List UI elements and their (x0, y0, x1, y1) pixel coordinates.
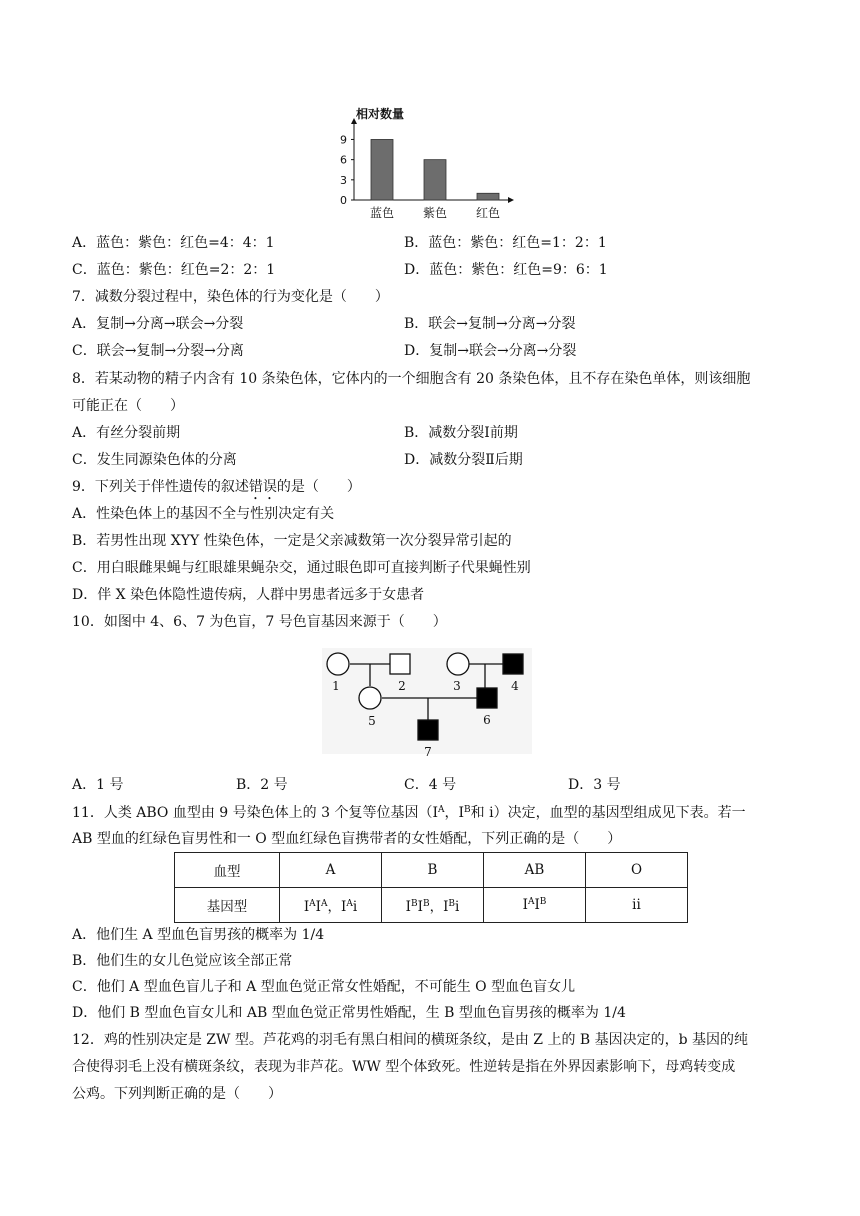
q8-stem-line1: 8．若某动物的精子内含有 10 条染色体，它体内的一个细胞含有 20 条染色体，且不存在染色单体，则该细胞 (72, 371, 751, 387)
q7-option-c: C．联会→复制→分裂→分离 (72, 343, 244, 359)
bar-chart (330, 104, 530, 224)
q11-stem-mid: ，I (444, 805, 465, 821)
chart-title: 相对数量 (356, 107, 405, 121)
q11-option-a: A．他们生 A 型血色盲男孩的概率为 1/4 (72, 927, 325, 943)
bar-紫色 (424, 160, 446, 200)
q11-stem-pre: 11．人类 ABO 血型由 9 号染色体上的 3 个复等位基因（I (72, 805, 438, 821)
table-cell-genotype-ab: $I^AI^B$ (484, 888, 586, 923)
table-cell: B (382, 853, 484, 888)
pedigree-label-4: 4 (511, 679, 519, 693)
q10-option-b: B．2 号 (236, 777, 288, 793)
q9-option-c: C．用白眼雌果蝇与红眼雄果蝇杂交，通过眼色即可直接判断子代果蝇性别 (72, 560, 531, 576)
q9-stem-pre: 9．下列关于伴性遗传的叙述 (72, 479, 249, 495)
q11-stem-post: 和 i）决定，血型的基因型组成见下表。若一 (470, 805, 746, 821)
table-cell-genotype-b: $I^BI^B$，$I^Bi$ (382, 888, 484, 923)
y-tick-label: 6 (340, 153, 347, 167)
q8-option-b: B．减数分裂Ⅰ前期 (404, 425, 518, 441)
individual-4-male-affected (503, 654, 523, 674)
y-tick-label: 0 (340, 194, 347, 207)
q8-option-c: C．发生同源染色体的分离 (72, 452, 237, 468)
q6-option-c: C．蓝色：紫色：红色=2：2：1 (72, 262, 276, 278)
x-axis-arrow (508, 197, 514, 203)
q10-option-c: C．4 号 (404, 777, 457, 793)
individual-5-female (359, 687, 381, 709)
q8-option-d: D．减数分裂Ⅱ后期 (404, 452, 523, 468)
q12-line3: 公鸡。下列判断正确的是（ ） (72, 1086, 282, 1102)
q6-option-a: A．蓝色：紫色：红色=4：4：1 (72, 235, 275, 251)
q9-option-b: B．若男性出现 XYY 性染色体，一定是父亲减数第一次分裂异常引起的 (72, 533, 512, 549)
q7-option-d: D．复制→联会→分离→分裂 (404, 343, 577, 359)
q10-stem: 10．如图中 4、6、7 为色盲，7 号色盲基因来源于（ ） (72, 614, 447, 630)
q9-stem (72, 478, 361, 503)
q7-option-b: B．联会→复制→分离→分裂 (404, 316, 576, 332)
q8-option-a: A．有丝分裂前期 (72, 425, 181, 441)
table-cell: 基因型 (175, 888, 280, 923)
table-row (175, 853, 688, 888)
q6-option-b: B．蓝色：紫色：红色=1：2：1 (404, 235, 607, 251)
x-tick-label: 红色 (475, 206, 501, 220)
q7-stem: 7．减数分裂过程中，染色体的行为变化是（ ） (72, 289, 389, 305)
table-row (175, 888, 688, 923)
pedigree-label-6: 6 (483, 713, 491, 727)
pedigree-label-5: 5 (368, 714, 376, 728)
q11-option-d: D．他们 B 型血色盲女儿和 AB 型血色觉正常男性婚配，生 B 型血色盲男孩的概率为 1/4 (72, 1005, 626, 1021)
q6-option-d: D．蓝色：紫色：红色=9：6：1 (404, 262, 608, 278)
q9-option-a: A．性染色体上的基因不全与性别决定有关 (72, 506, 335, 522)
table-cell-genotype-o: ii (586, 888, 688, 923)
sup-b: B (464, 805, 471, 815)
q12-line1: 12．鸡的性别决定是 ZW 型。芦花鸡的羽毛有黑白相间的横斑条纹，是由 Z 上的 B 基因决定的，b 基因的纯 (72, 1032, 749, 1048)
q10-option-d: D．3 号 (568, 777, 621, 793)
pedigree-diagram (322, 648, 532, 760)
q11-option-b: B．他们生的女儿色觉应该全部正常 (72, 953, 293, 969)
q10-option-a: A．1 号 (72, 777, 124, 793)
table-cell-genotype-a: $I^AI^A$，$I^Ai$ (280, 888, 382, 923)
q12-line2: 合使得羽毛上没有横斑条纹，表现为非芦花。WW 型个体致死。性逆转是指在外界因素影响下，母鸡转变成 (72, 1059, 736, 1075)
q9-stem-emphasis: 错误 (248, 479, 277, 495)
individual-2-male (390, 654, 410, 674)
bar-蓝色 (371, 139, 393, 200)
x-tick-label: 紫色 (422, 206, 448, 220)
bar-红色 (477, 193, 499, 200)
pedigree-label-1: 1 (332, 679, 340, 693)
y-tick-label: 9 (340, 133, 347, 147)
pedigree-label-2: 2 (398, 679, 406, 693)
table-cell: A (280, 853, 382, 888)
table-cell: 血型 (175, 853, 280, 888)
pedigree-label-3: 3 (453, 679, 461, 693)
individual-6-male-affected (477, 688, 497, 708)
blood-type-table (174, 852, 688, 923)
q8-stem-line2: 可能正在（ ） (72, 398, 184, 414)
individual-7-male-affected (418, 720, 438, 740)
table-cell: AB (484, 853, 586, 888)
q9-option-d: D．伴 X 染色体隐性遗传病，人群中男患者远多于女患者 (72, 587, 425, 603)
pedigree-label-7: 7 (424, 745, 432, 759)
q9-stem-post: 的是（ ） (276, 479, 361, 495)
x-tick-label: 蓝色 (369, 206, 395, 220)
individual-3-female (447, 653, 469, 675)
q11-option-c: C．他们 A 型血色盲儿子和 A 型血色觉正常女性婚配，不可能生 O 型血色盲女儿 (72, 979, 576, 995)
q11-stem-line2: AB 型血的红绿色盲男性和一 O 型血红绿色盲携带者的女性婚配，下列正确的是（ ） (72, 831, 622, 847)
sup-a: A (438, 805, 445, 815)
table-cell: O (586, 853, 688, 888)
y-tick-label: 3 (340, 173, 347, 187)
q7-option-a: A．复制→分离→联会→分裂 (72, 316, 244, 332)
individual-1-female (327, 653, 349, 675)
q11-stem-line1 (72, 804, 746, 822)
